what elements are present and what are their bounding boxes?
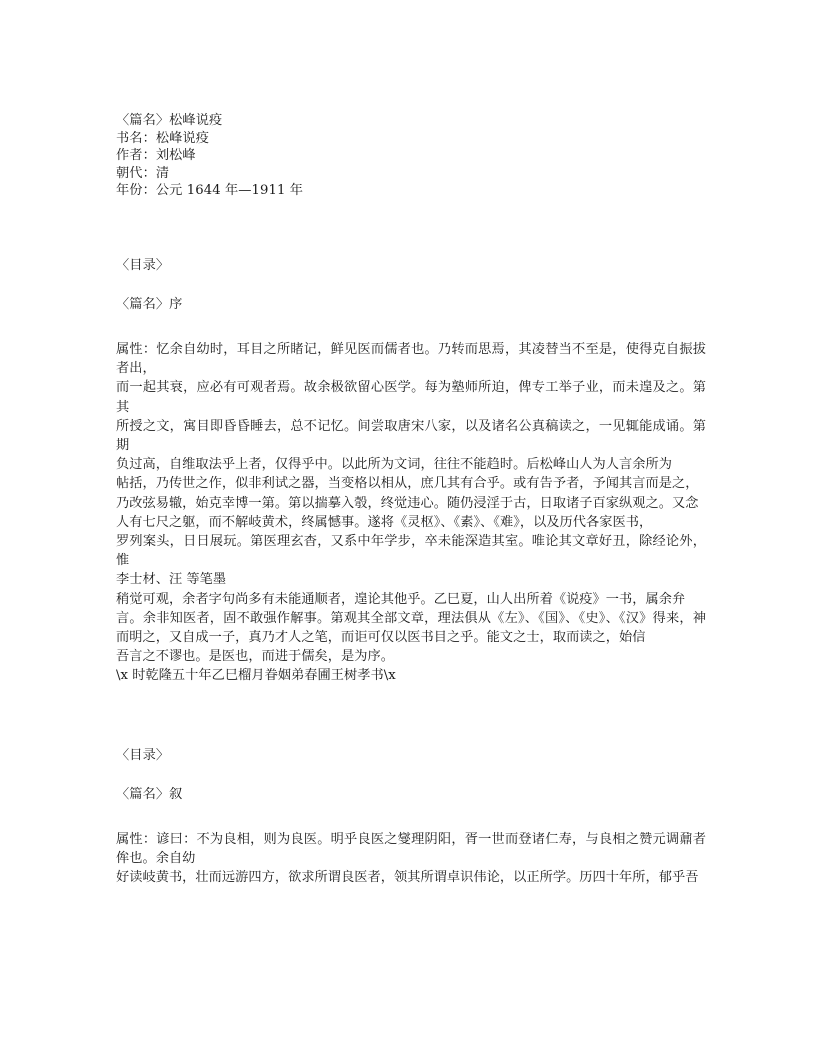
toc-marker-2: 〈目录〉 (116, 747, 170, 763)
book-year-line: 年份：公元 1644 年—1911 年 (116, 183, 304, 199)
text-line: 所授之文，寓目即昏昏睡去，总不记忆。间尝取唐宋八家，以及诸名公真稿读之，一见辄能成诵。第期 (116, 418, 706, 453)
text-line: 属性：谚曰：不为良相，则为良医。明乎良医之燮理阴阳，胥一世而登诸仁寿，与良相之赞元调鼐者侔也。余自幼 (116, 831, 706, 866)
document-body (116, 112, 706, 887)
toc-marker-1: 〈目录〉 (116, 257, 170, 273)
book-author-line: 作者：刘松峰 (116, 148, 196, 164)
text-line: 吾言之不谬也。是医也，而进于儒矣，是为序。 (116, 649, 394, 665)
text-line: 帖括，乃传世之作，似非利试之器，当变格以相从，庶几其有合乎。或有告予者，予闻其言而是之， (116, 476, 699, 492)
text-line-signature: \x 时乾隆五十年乙巳榴月眷姻弟春圃王树孝书\x (116, 668, 396, 684)
text-line: 稍觉可观，余者字句尚多有未能通顺者，遑论其他乎。乙巳夏，山人出所着《说疫》一书，属余弁 (116, 591, 686, 607)
chapter-marker-xu: 〈篇名〉序 (116, 296, 183, 312)
text-line: 好读岐黄书，壮而远游四方，欲求所谓良医者，领其所谓卓识伟论，以正所学。历四十年所，郁乎吾 (116, 870, 699, 886)
spacer (116, 275, 706, 295)
spacer (116, 765, 706, 785)
paragraph-xu2 (116, 830, 706, 888)
book-dynasty-line: 朝代：清 (116, 165, 170, 181)
text-line: 言。余非知医者，固不敢强作解事。第观其全部文章，理法俱从《左》、《国》、《史》、《汉》得来，神而明之，又自成一子，真乃才人之笔，而讵可仅以医书目之乎。能文之士，取而读之，始信 (116, 610, 706, 646)
book-metadata-block (116, 112, 706, 200)
paragraph-xu (116, 340, 706, 686)
spacer (116, 686, 706, 746)
text-line: 人有七尺之躯，而不解岐黄术，终属憾事。遂将《灵枢》、《素》、《难》，以及历代各家医书， (116, 514, 653, 530)
spacer (116, 200, 706, 256)
spacer (116, 804, 706, 830)
text-line: 李士材、汪 等笔墨 (116, 572, 227, 588)
book-chapter-marker: 〈篇名〉松峰说疫 (116, 113, 223, 128)
text-line: 负过高，自维取法乎上者，仅得乎中。以此所为文词，往往不能趋时。后松峰山人为人言余所为 (116, 457, 672, 473)
text-line: 而一起其衰，应必有可观者焉。故余极欲留心医学。每为塾师所迫，俾专工举子业，而未遑及之。第其 (116, 380, 706, 415)
text-line: 属性：忆余自幼时，耳目之所睹记，鲜见医而儒者也。乃转而思焉，其凌替当不至是，使得克自振拔者出， (116, 341, 706, 377)
text-line: 罗列案头，日日展玩。第医理玄杳，又系中年学步，卒未能深造其室。唯论其文章好丑，除经论外，惟 (116, 534, 706, 569)
text-line: 乃改弦易辙，始克幸博一第。第以揣摹入彀，终觉违心。随仍浸淫于古，日取诸子百家纵观之。又念 (116, 495, 699, 511)
book-title-line: 书名：松峰说疫 (116, 130, 210, 146)
spacer (116, 314, 706, 340)
chapter-marker-xu2: 〈篇名〉叙 (116, 786, 183, 802)
